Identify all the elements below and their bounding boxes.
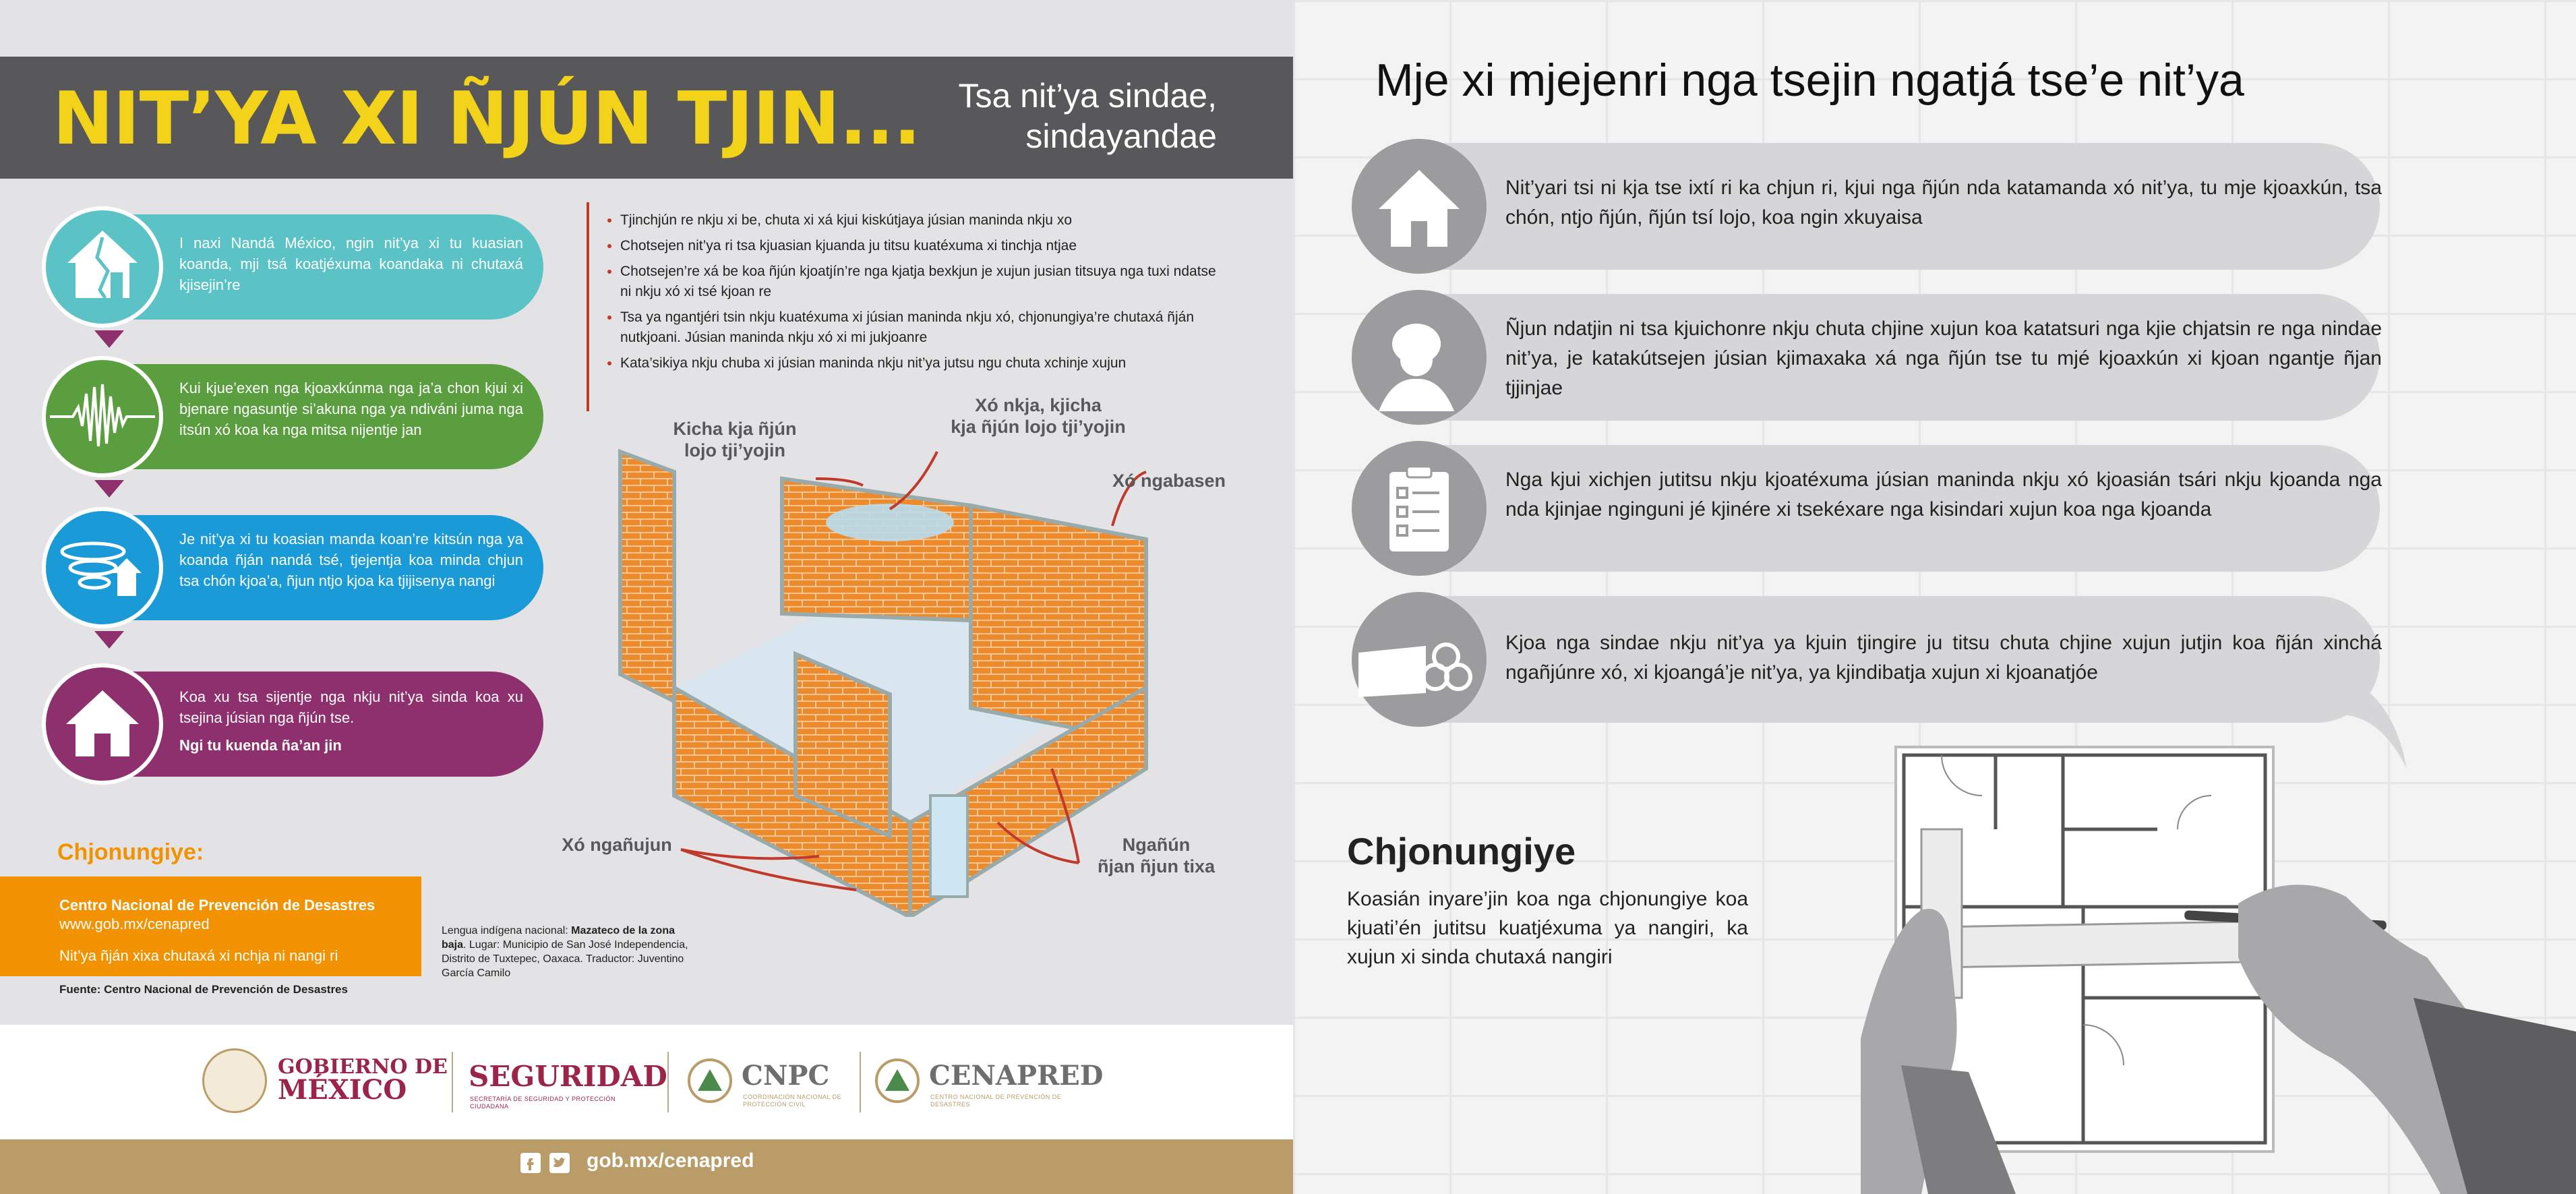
engineer-icon [1352, 290, 1487, 425]
top-strip [0, 0, 1293, 57]
gobierno-logo: GOBIERNO DE MÉXICO [278, 1055, 448, 1106]
cenapred-sub: CENTRO NACIONAL DE PREVENCIÓN DE DESASTRES [930, 1094, 1062, 1108]
source-footnote: Fuente: Centro Nacional de Prevención de Desastres [59, 983, 348, 996]
step-arrow [94, 631, 124, 649]
source-note: Nit’ya ñján xixa chutaxá xi nchja ni nangi ri [59, 947, 338, 964]
logo-divider [452, 1052, 453, 1112]
facebook-icon[interactable] [520, 1153, 541, 1173]
language-note: Lengua indígena nacional: Mazateco de la zona baja. Lugar: Municipio de San José Independencia, Distrito de Tuxtepec, Oaxaca. Traductor: Juventino García Camilo [442, 925, 688, 979]
source-org: Centro Nacional de Prevención de Desastres [59, 897, 376, 914]
house-icon [42, 663, 163, 785]
list-item: • Tjinchjún re nkju xi be, chuta xi xá kjui kiskútjaya júsian maninda nkju xo [620, 210, 1222, 231]
list-item: • Chotsejen nit’ya ri tsa kjuasian kjuanda ju titsu kuatéxuma xi tinchja ntjae [620, 236, 1222, 256]
step-1-text: I naxi Nandá México, ngin nit’ya xi tu kuasian koanda, mji tsá koatjéxuma koandaka ni chutaxá kjisejin’re [179, 235, 523, 293]
step-3-text: Je nit’ya xi tu koasian manda koan’re kitsún nga ya koanda ñján nandá tsé, tjejentja koa minda chjun tsa chón kjoa’a, ñjun ntjo kjoa ka tjijisenya nangi [179, 531, 523, 589]
cnpc-emblem-icon [688, 1058, 732, 1103]
source-title: Chjonungiye: [57, 839, 204, 865]
cenapred-emblem-icon [875, 1058, 920, 1103]
list-item: • Tsa ya ngantjéri tsin nkju kuatéxuma xi júsian maninda nkju xó, chjonungiya’re chutaxá ñján nutkjoani. Júsian maninda nkju xó xi mi jukjoanre [620, 307, 1222, 348]
checklist-icon [1352, 441, 1487, 576]
info-text: Kjoa nga sindae nkju nit’ya ya kjuin tjingire ju titsu chuta chjine xujun jutjin koa ñján xinchá ngañjúnre xó, xi kjoangá’je nit’ya, ya kjindibatja xujun xi kjoanatjóe [1505, 632, 2382, 684]
right-title: Mje xi mjejenri nga tsejin ngatjá tse’e nit’ya [1375, 55, 2244, 106]
step-arrow [94, 480, 124, 498]
logo-divider [667, 1052, 669, 1112]
info-text: Nga kjui xichjen jutitsu nkju kjoatéxuma júsian maninda nkju xó kjoasián tsári nkju kjoanda nga nda kjinjae nginguni jé kjinére xi tsekéxare nga kisindari xujun koa nga kjoanda [1505, 469, 2382, 520]
step-arrow [94, 330, 124, 348]
seismograph-icon [42, 356, 163, 477]
cnpc-logo: CNPC [742, 1060, 830, 1092]
main-title: NIT’YA XI ÑJÚN TJIN... [53, 77, 921, 161]
footer-url[interactable]: gob.mx/cenapred [587, 1150, 754, 1172]
subtitle: Tsa nit’ya sindae, sindayandae [958, 77, 1217, 155]
label-xonkja: Xó nkja, kjicha kja ñjún lojo tji’yojin [951, 395, 1126, 437]
cracked-house-icon [42, 206, 163, 328]
label-kicha: Kicha kja ñjún lojo tji’yojin [673, 419, 797, 460]
cenapred-logo: CENAPRED [929, 1060, 1104, 1092]
house-icon [1352, 139, 1487, 274]
list-item: • Kata’sikiya nkju chuba xi júsian maninda nkju nit’ya jutsu ngu chuta xchinje xujun [620, 353, 1222, 374]
coat-of-arms-icon [202, 1048, 267, 1113]
cnpc-sub: COORDINACIÓN NACIONAL DE PROTECCIÓN CIVIL [743, 1094, 842, 1108]
step-4-text: Koa xu tsa sijentje nga nkju nit’ya sinda koa xu tsejina júsian nga ñjún tse. Ngi tu kuenda ña’an jin [179, 688, 523, 754]
label-ngabasen: Xó ngabasen [1112, 471, 1226, 491]
label-nganujun: Xó ngañujun [562, 835, 672, 855]
section-text: Koasián inyare’jin koa nga chjonungiye koa kjuati’én jutitsu kuatjéxuma ya nangiri, ka xujun xi sinda chutaxá nangiri [1347, 888, 1748, 968]
floor-plan-illustration [1861, 742, 2576, 1194]
hurricane-house-icon [42, 507, 163, 628]
source-url[interactable]: www.gob.mx/cenapred [59, 916, 210, 932]
section-title: Chjonungiye [1347, 830, 1576, 872]
label-nganun: Ngañún ñjan ñjun tixa [1097, 835, 1215, 876]
step-2-text: Kui kjue’exen nga kjoaxkúnma nga ja’a chon kjui xi bjenare ngasuntje si’akuna nga ya ndiváni juma nga itsún xó koa ka nga mitsa nijentje jan [179, 380, 523, 438]
twitter-icon[interactable] [549, 1153, 570, 1173]
tips-list [587, 202, 1222, 411]
info-text: Ñjun ndatjin ni tsa kjuichonre nkju chuta chjine xujun koa katatsuri nga kjie chjatsin re nga nindae nit’ya, je katakútsejen júsian kjimaxaka xá nga ñjún tse tu mjé kjoaxkún xi kjoan ngantje ñjan tjjinjae [1505, 318, 2382, 399]
blueprint-roll-icon [1352, 592, 1487, 727]
seguridad-logo: SEGURIDAD [469, 1060, 667, 1093]
list-item: • Chotsejen’re xá be koa ñjún kjoatjín’re nga kjatja bexkjun je xujun jusian titsuya nga tuxi ndatse ni nkju xó xi tsé kjoan re [620, 262, 1222, 302]
logo-divider [860, 1052, 861, 1112]
info-text: Nit’yari tsi ni kja tse ixtí ri ka chjun ri, kjui nga ñjún nda katamanda xó nit’ya, tu mje kjoaxkún, tsa chón, ntjo ñjún, ñjún tsí lojo, koa ngin xkuyaisa [1505, 177, 2382, 229]
seguridad-sub: SECRETARÍA DE SEGURIDAD Y PROTECCIÓN CIUDADANA [470, 1096, 616, 1110]
